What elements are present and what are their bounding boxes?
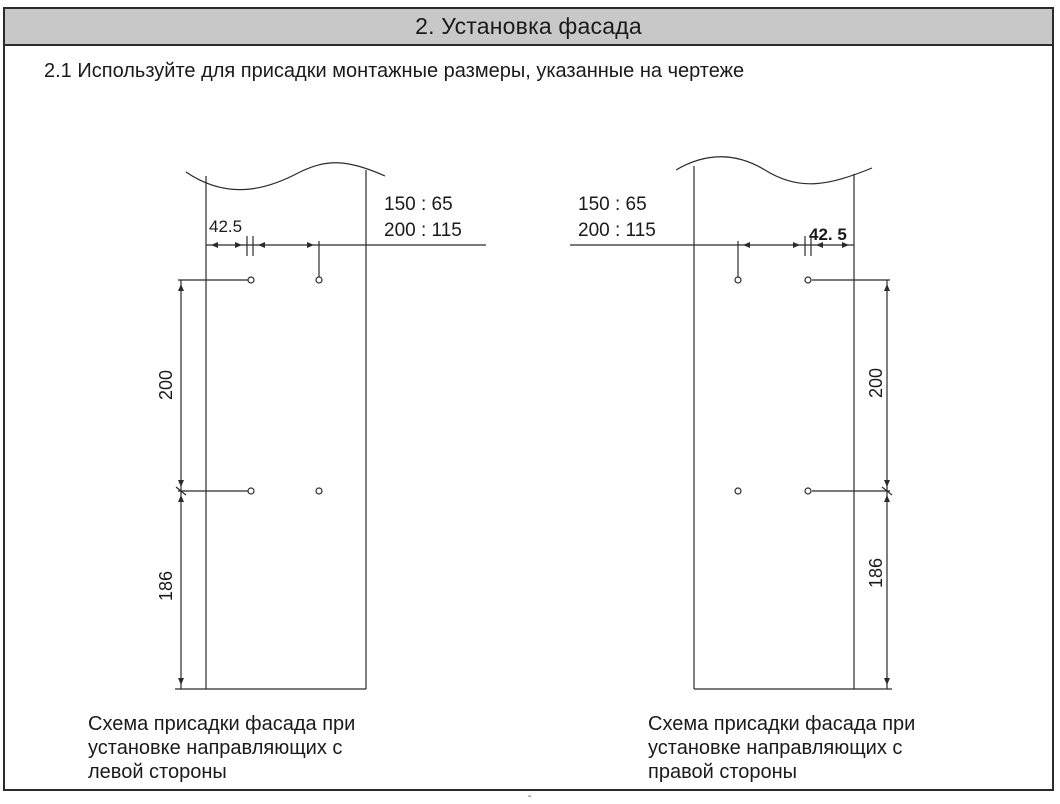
right-hole-bottom-2: [805, 488, 811, 494]
left-hole-bottom-2: [316, 488, 322, 494]
left-offset-label: 42.5: [209, 217, 243, 236]
left-holes: [175, 277, 322, 689]
right-hole-top-2: [805, 277, 811, 283]
page-number-mark: -: [528, 791, 532, 802]
left-hole-top-1: [248, 277, 254, 283]
instruction-text: 2.1 Используйте для присадки монтажные размеры, указанные на чертеже: [44, 60, 745, 82]
right-dim-200: 200: [866, 367, 886, 399]
right-hole-top-1: [735, 277, 741, 283]
right-hole-bottom-1: [735, 488, 741, 494]
left-panel-wavy-top: [186, 163, 385, 190]
right-ratio-1: 150 : 65: [578, 194, 647, 215]
left-dim-200: 200: [156, 369, 176, 401]
right-caption-line-3: правой стороны: [648, 761, 798, 783]
section-title: 2. Установка фасада: [415, 13, 642, 39]
left-offset-arrow: [211, 242, 218, 248]
left-hole-bottom-1: [248, 488, 254, 494]
left-caption-line-2: установке направляющих с: [88, 737, 343, 759]
right-caption-line-1: Схема присадки фасада при: [648, 713, 916, 735]
left-hole-top-2: [316, 277, 322, 283]
left-caption: [88, 712, 355, 784]
right-panel-wavy-top: [676, 157, 872, 184]
left-dim-186: 186: [156, 570, 176, 602]
right-caption: [648, 712, 915, 784]
right-ratio-2: 200 : 115: [578, 220, 656, 241]
left-caption-line-1: Схема присадки фасада при: [88, 713, 356, 735]
left-facade-panel: [186, 163, 385, 689]
right-dim-186: 186: [866, 557, 886, 589]
right-offset-arrow: [743, 242, 750, 248]
left-horizontal-dimension: [206, 236, 486, 277]
right-holes: [735, 277, 892, 689]
right-caption-line-2: установке направляющих с: [648, 737, 903, 759]
right-offset-label: 42. 5: [809, 225, 847, 244]
left-ratio-1: 150 : 65: [384, 194, 453, 215]
left-ratio-2: 200 : 115: [384, 220, 462, 241]
left-caption-line-3: левой стороны: [88, 761, 227, 783]
